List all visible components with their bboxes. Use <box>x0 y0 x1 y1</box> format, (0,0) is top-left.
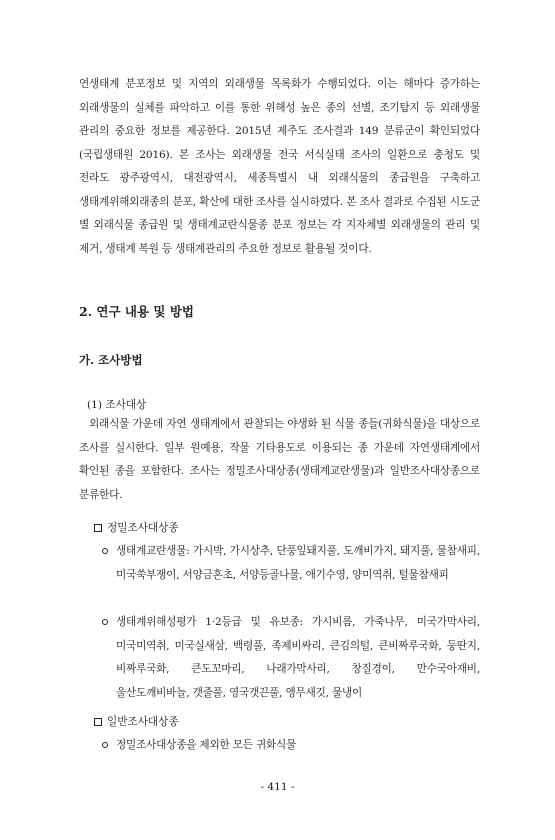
list-item <box>100 734 480 758</box>
list-item <box>100 611 480 705</box>
list-item-text: 생태계교란생물: 가시박, 가시상추, 단풍잎돼지풀, 도깨비가지, 돼지풀, 물참새피, 미국쑥부쟁이, 서양금혼초, 서양등골나물, 애기수영, 양미역취, 털물참새피 <box>116 545 480 581</box>
subsection-heading: 가. 조사방법 <box>79 353 143 367</box>
general-group-label: 일반조사대상종 <box>107 716 179 728</box>
page-number: - 411 - <box>260 781 295 793</box>
intro-paragraph: 연생태계 분포정보 및 지역의 외래생물 목록화가 수행되었다. 이는 해마다 증가하는 외래생물의 실체를 파악하고 이를 통한 위해성 높은 종의 선별, 조기탐지 등 외래생물 관리의 중요한 정보를 제공한다. 2015년 제주도 조사결과 149 분류군이 확인되었다(국립생태원 2016). 본 조사는 외래생물 전국 서식실태 조사의 일환으로 충청도 및 전라도 광주광역시, 대전광역시, 세종특별시 내 외래식물의 종급원을 구축하고 생태계위해외래종의 분포, 확산에 대한 조사를 실시하였다. 본 조사 결과로 수집된 시도군 별 외래식물 종급원 및 생태계교란식물종 분포 정보는 각 지자체별 외래생물의 관리 및 제거, 생태계 복원 등 생태계관리의 주요한 정보로 활용될 것이다. <box>79 78 480 255</box>
section-heading: 2. 연구 내용 및 방법 <box>79 304 194 319</box>
survey-paragraph: 외래식물 가운데 자연 생태계에서 관찰되는 야생화 된 식물 종들(귀화식물)을 대상으로 조사를 실시한다. 일부 원예용, 작물 기타용도로 이용되는 종 가운데 자연생태계에서 확인된 종을 포함한다. 조사는 정밀조사대상종(생태계교란생물)과 일반조사대상종으로 분류한다. <box>79 418 480 501</box>
circle-bullet-icon <box>102 548 108 554</box>
circle-bullet-icon <box>102 742 108 748</box>
list-item <box>100 540 480 587</box>
list-item-text: 생태계위해성평가 1·2등급 및 유보종: 가시비름, 가죽나무, 미국가막사리, 미국미역취, 미국실새삼, 백령풀, 족제비싸리, 큰김의털, 큰비짜루국화, 둥딴지, 비짜루국화, 큰도꼬마리, 나래가막사리, 창질경이, 만수국아재비, 울산도깨비바늘, 갯줄풀, 영국갯끈풀, 앵무새깃, 물냉이 <box>116 616 480 699</box>
detailed-group-heading <box>94 520 179 535</box>
checkbox-icon <box>94 524 102 532</box>
minor-heading: (1) 조사대상 <box>87 399 147 411</box>
list-item-text: 정밀조사대상종을 제외한 모든 귀화식물 <box>116 739 297 751</box>
detailed-group-label: 정밀조사대상종 <box>107 522 179 534</box>
checkbox-icon <box>94 718 102 726</box>
general-group-heading <box>94 714 179 729</box>
circle-bullet-icon <box>102 619 108 625</box>
